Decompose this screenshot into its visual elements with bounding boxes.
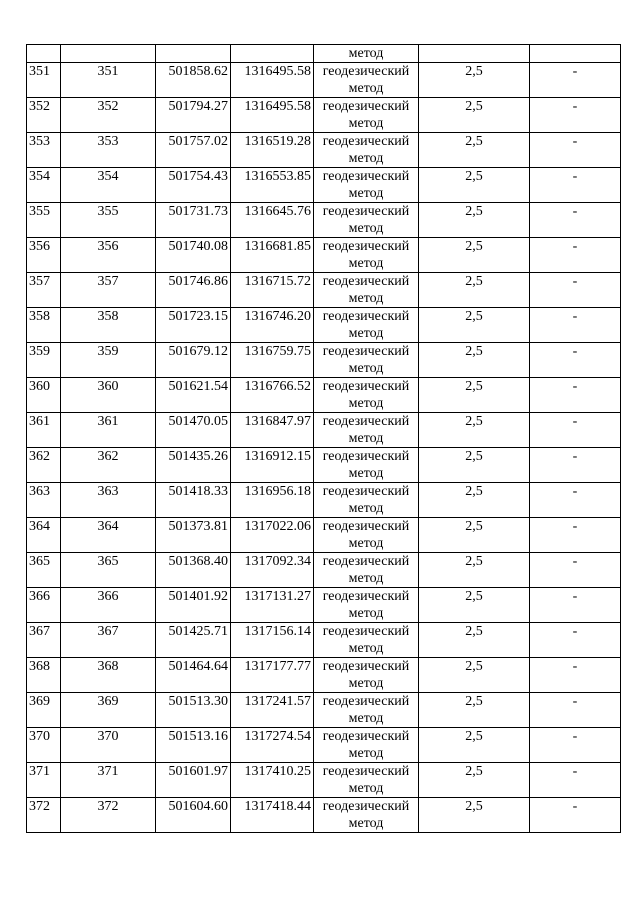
cell-point-name: 355 bbox=[61, 203, 156, 238]
cell-method bbox=[314, 273, 419, 308]
cell-x-coordinate: 501601.97 bbox=[156, 763, 231, 798]
cell-method bbox=[314, 203, 419, 238]
method-line-1: геодезический bbox=[322, 99, 410, 114]
cell-y-coordinate: 1317156.14 bbox=[231, 623, 314, 658]
table-row bbox=[27, 168, 621, 203]
cell-precision: 2,5 bbox=[419, 343, 530, 378]
cell-method bbox=[314, 483, 419, 518]
cell-formula: - bbox=[530, 378, 621, 413]
cell-y-coordinate: 1316681.85 bbox=[231, 238, 314, 273]
cell-formula: - bbox=[530, 343, 621, 378]
cell-precision: 2,5 bbox=[419, 763, 530, 798]
cell-method bbox=[314, 63, 419, 98]
cell-precision: 2,5 bbox=[419, 798, 530, 833]
cell-precision: 2,5 bbox=[419, 378, 530, 413]
cell-method bbox=[314, 588, 419, 623]
cell-method bbox=[314, 308, 419, 343]
method-line-1: геодезический bbox=[322, 239, 410, 254]
cell-method bbox=[314, 658, 419, 693]
cell-number: 356 bbox=[27, 238, 61, 273]
cell-formula: - bbox=[530, 98, 621, 133]
cell-point-name: 366 bbox=[61, 588, 156, 623]
cell-formula: - bbox=[530, 448, 621, 483]
table-row bbox=[27, 658, 621, 693]
cell-method bbox=[314, 168, 419, 203]
method-line-2: метод bbox=[348, 291, 384, 306]
table-body bbox=[27, 45, 621, 833]
cell-point-name: 369 bbox=[61, 693, 156, 728]
cell-y-coordinate: 1317177.77 bbox=[231, 658, 314, 693]
method-line-2: метод bbox=[348, 466, 384, 481]
cell-number: 353 bbox=[27, 133, 61, 168]
cell-number: 371 bbox=[27, 763, 61, 798]
cell-x-coordinate: 501754.43 bbox=[156, 168, 231, 203]
cell-formula: - bbox=[530, 63, 621, 98]
cell-method bbox=[314, 238, 419, 273]
cell-number: 368 bbox=[27, 658, 61, 693]
cell-formula: - bbox=[530, 413, 621, 448]
method-line-1: геодезический bbox=[322, 414, 410, 429]
cell-point-name bbox=[61, 45, 156, 63]
table-row bbox=[27, 448, 621, 483]
method-line-2: метод bbox=[348, 711, 384, 726]
cell-point-name: 372 bbox=[61, 798, 156, 833]
cell-y-coordinate: 1316956.18 bbox=[231, 483, 314, 518]
cell-x-coordinate: 501621.54 bbox=[156, 378, 231, 413]
cell-x-coordinate: 501604.60 bbox=[156, 798, 231, 833]
cell-method bbox=[314, 133, 419, 168]
cell-y-coordinate: 1316715.72 bbox=[231, 273, 314, 308]
cell-method bbox=[314, 518, 419, 553]
cell-x-coordinate: 501464.64 bbox=[156, 658, 231, 693]
cell-formula: - bbox=[530, 798, 621, 833]
cell-number: 369 bbox=[27, 693, 61, 728]
cell-point-name: 351 bbox=[61, 63, 156, 98]
table-row bbox=[27, 413, 621, 448]
cell-method bbox=[314, 553, 419, 588]
cell-method bbox=[314, 378, 419, 413]
cell-y-coordinate: 1316495.58 bbox=[231, 98, 314, 133]
cell-point-name: 356 bbox=[61, 238, 156, 273]
table-row bbox=[27, 343, 621, 378]
method-line-1: геодезический bbox=[322, 204, 410, 219]
cell-method bbox=[314, 413, 419, 448]
cell-method bbox=[314, 798, 419, 833]
cell-formula: - bbox=[530, 203, 621, 238]
method-line-1: геодезический bbox=[322, 519, 410, 534]
cell-point-name: 363 bbox=[61, 483, 156, 518]
cell-point-name: 361 bbox=[61, 413, 156, 448]
method-line-2: метод bbox=[348, 431, 384, 446]
cell-number: 365 bbox=[27, 553, 61, 588]
table-row bbox=[27, 273, 621, 308]
cell-precision: 2,5 bbox=[419, 63, 530, 98]
cell-number: 372 bbox=[27, 798, 61, 833]
cell-method bbox=[314, 763, 419, 798]
method-line-1: геодезический bbox=[322, 659, 410, 674]
method-line-2: метод bbox=[348, 186, 384, 201]
table-row bbox=[27, 763, 621, 798]
cell-number: 357 bbox=[27, 273, 61, 308]
method-line-2: метод bbox=[348, 816, 384, 831]
cell-number: 364 bbox=[27, 518, 61, 553]
table-row bbox=[27, 588, 621, 623]
cell-formula: - bbox=[530, 133, 621, 168]
method-line-2: метод bbox=[348, 571, 384, 586]
cell-x-coordinate: 501418.33 bbox=[156, 483, 231, 518]
cell-formula: - bbox=[530, 693, 621, 728]
cell-x-coordinate: 501679.12 bbox=[156, 343, 231, 378]
continuation-row bbox=[27, 45, 621, 63]
cell-y-coordinate: 1316759.75 bbox=[231, 343, 314, 378]
coordinates-table bbox=[26, 44, 621, 833]
cell-method bbox=[314, 343, 419, 378]
cell-number bbox=[27, 45, 61, 63]
cell-precision: 2,5 bbox=[419, 413, 530, 448]
table-row bbox=[27, 63, 621, 98]
method-line-2: метод bbox=[348, 781, 384, 796]
method-line-1: геодезический bbox=[322, 309, 410, 324]
cell-x-coordinate: 501757.02 bbox=[156, 133, 231, 168]
table-row bbox=[27, 238, 621, 273]
cell-x-coordinate: 501723.15 bbox=[156, 308, 231, 343]
cell-number: 359 bbox=[27, 343, 61, 378]
cell-precision: 2,5 bbox=[419, 448, 530, 483]
cell-number: 370 bbox=[27, 728, 61, 763]
cell-point-name: 365 bbox=[61, 553, 156, 588]
cell-x-coordinate: 501368.40 bbox=[156, 553, 231, 588]
cell-precision: 2,5 bbox=[419, 308, 530, 343]
cell-number: 351 bbox=[27, 63, 61, 98]
table-row bbox=[27, 98, 621, 133]
cell-method: метод bbox=[314, 45, 419, 63]
cell-method bbox=[314, 98, 419, 133]
cell-x-coordinate: 501401.92 bbox=[156, 588, 231, 623]
cell-precision: 2,5 bbox=[419, 98, 530, 133]
cell-formula: - bbox=[530, 483, 621, 518]
cell-formula: - bbox=[530, 308, 621, 343]
cell-precision: 2,5 bbox=[419, 483, 530, 518]
table-row bbox=[27, 133, 621, 168]
cell-y-coordinate: 1316746.20 bbox=[231, 308, 314, 343]
cell-method bbox=[314, 448, 419, 483]
table-row bbox=[27, 203, 621, 238]
table-row bbox=[27, 378, 621, 413]
cell-formula: - bbox=[530, 623, 621, 658]
cell-method bbox=[314, 693, 419, 728]
cell-precision: 2,5 bbox=[419, 623, 530, 658]
cell-point-name: 367 bbox=[61, 623, 156, 658]
cell-point-name: 357 bbox=[61, 273, 156, 308]
cell-point-name: 354 bbox=[61, 168, 156, 203]
method-line-1: геодезический bbox=[322, 729, 410, 744]
cell-x-coordinate: 501373.81 bbox=[156, 518, 231, 553]
method-line-1: геодезический bbox=[322, 589, 410, 604]
cell-x-coordinate: 501740.08 bbox=[156, 238, 231, 273]
cell-precision: 2,5 bbox=[419, 693, 530, 728]
method-line-1: геодезический bbox=[322, 694, 410, 709]
method-line-2: метод bbox=[348, 116, 384, 131]
method-line-1: геодезический bbox=[322, 344, 410, 359]
method-line-2: метод bbox=[348, 501, 384, 516]
cell-y-coordinate: 1317022.06 bbox=[231, 518, 314, 553]
cell-point-name: 360 bbox=[61, 378, 156, 413]
table-row bbox=[27, 798, 621, 833]
cell-point-name: 368 bbox=[61, 658, 156, 693]
method-line-2: метод bbox=[348, 606, 384, 621]
cell-x-coordinate: 501794.27 bbox=[156, 98, 231, 133]
method-line-2: метод bbox=[348, 81, 384, 96]
cell-precision: 2,5 bbox=[419, 588, 530, 623]
method-line-1: геодезический bbox=[322, 169, 410, 184]
cell-x-coordinate: 501746.86 bbox=[156, 273, 231, 308]
method-line-2: метод bbox=[348, 676, 384, 691]
cell-x-coordinate: 501858.62 bbox=[156, 63, 231, 98]
method-line-2: метод bbox=[348, 361, 384, 376]
cell-x-coordinate: 501470.05 bbox=[156, 413, 231, 448]
cell-number: 366 bbox=[27, 588, 61, 623]
cell-point-name: 364 bbox=[61, 518, 156, 553]
table-row bbox=[27, 308, 621, 343]
cell-number: 361 bbox=[27, 413, 61, 448]
table-row bbox=[27, 623, 621, 658]
cell-y-coordinate: 1316495.58 bbox=[231, 63, 314, 98]
cell-number: 367 bbox=[27, 623, 61, 658]
cell-precision: 2,5 bbox=[419, 273, 530, 308]
cell-precision: 2,5 bbox=[419, 133, 530, 168]
cell-number: 362 bbox=[27, 448, 61, 483]
method-line-1: геодезический bbox=[322, 624, 410, 639]
cell-precision: 2,5 bbox=[419, 203, 530, 238]
cell-number: 360 bbox=[27, 378, 61, 413]
method-line-1: геодезический bbox=[322, 134, 410, 149]
cell-precision: 2,5 bbox=[419, 168, 530, 203]
cell-formula: - bbox=[530, 553, 621, 588]
cell-formula: - bbox=[530, 728, 621, 763]
cell-precision: 2,5 bbox=[419, 518, 530, 553]
table-row bbox=[27, 693, 621, 728]
cell-y-coordinate: 1317241.57 bbox=[231, 693, 314, 728]
method-line-1: геодезический bbox=[322, 764, 410, 779]
method-line-1: геодезический bbox=[322, 449, 410, 464]
method-line-1: геодезический bbox=[322, 554, 410, 569]
cell-y-coordinate: 1317410.25 bbox=[231, 763, 314, 798]
cell-point-name: 370 bbox=[61, 728, 156, 763]
cell-number: 354 bbox=[27, 168, 61, 203]
cell-point-name: 352 bbox=[61, 98, 156, 133]
cell-x-coordinate: 501435.26 bbox=[156, 448, 231, 483]
cell-formula: - bbox=[530, 658, 621, 693]
method-line-2: метод bbox=[348, 746, 384, 761]
cell-number: 355 bbox=[27, 203, 61, 238]
method-line-2: метод bbox=[348, 536, 384, 551]
cell-x-coordinate bbox=[156, 45, 231, 63]
cell-precision: 2,5 bbox=[419, 658, 530, 693]
cell-formula: - bbox=[530, 273, 621, 308]
cell-point-name: 362 bbox=[61, 448, 156, 483]
method-line-2: метод bbox=[348, 326, 384, 341]
cell-y-coordinate bbox=[231, 45, 314, 63]
cell-y-coordinate: 1317092.34 bbox=[231, 553, 314, 588]
table-row bbox=[27, 518, 621, 553]
method-line-2: метод bbox=[348, 256, 384, 271]
cell-x-coordinate: 501513.30 bbox=[156, 693, 231, 728]
table-row bbox=[27, 483, 621, 518]
cell-x-coordinate: 501425.71 bbox=[156, 623, 231, 658]
cell-formula: - bbox=[530, 168, 621, 203]
method-line-1: геодезический bbox=[322, 64, 410, 79]
table-row bbox=[27, 553, 621, 588]
cell-y-coordinate: 1316847.97 bbox=[231, 413, 314, 448]
method-line-2: метод bbox=[348, 396, 384, 411]
cell-x-coordinate: 501513.16 bbox=[156, 728, 231, 763]
method-line-2: метод bbox=[348, 151, 384, 166]
method-line-1: геодезический bbox=[322, 484, 410, 499]
cell-precision: 2,5 bbox=[419, 238, 530, 273]
method-line-1: геодезический bbox=[322, 799, 410, 814]
cell-precision bbox=[419, 45, 530, 63]
cell-point-name: 353 bbox=[61, 133, 156, 168]
cell-y-coordinate: 1316645.76 bbox=[231, 203, 314, 238]
cell-y-coordinate: 1316766.52 bbox=[231, 378, 314, 413]
method-line-1: геодезический bbox=[322, 379, 410, 394]
cell-number: 352 bbox=[27, 98, 61, 133]
method-line-2: метод bbox=[348, 221, 384, 236]
method-line-2: метод bbox=[348, 641, 384, 656]
cell-y-coordinate: 1317418.44 bbox=[231, 798, 314, 833]
cell-formula: - bbox=[530, 588, 621, 623]
cell-y-coordinate: 1316553.85 bbox=[231, 168, 314, 203]
cell-precision: 2,5 bbox=[419, 728, 530, 763]
cell-y-coordinate: 1316912.15 bbox=[231, 448, 314, 483]
cell-number: 363 bbox=[27, 483, 61, 518]
cell-point-name: 358 bbox=[61, 308, 156, 343]
cell-formula: - bbox=[530, 763, 621, 798]
cell-formula: - bbox=[530, 238, 621, 273]
cell-number: 358 bbox=[27, 308, 61, 343]
cell-formula: - bbox=[530, 518, 621, 553]
cell-method bbox=[314, 623, 419, 658]
cell-precision: 2,5 bbox=[419, 553, 530, 588]
cell-point-name: 371 bbox=[61, 763, 156, 798]
cell-method bbox=[314, 728, 419, 763]
cell-point-name: 359 bbox=[61, 343, 156, 378]
cell-formula bbox=[530, 45, 621, 63]
cell-y-coordinate: 1316519.28 bbox=[231, 133, 314, 168]
cell-x-coordinate: 501731.73 bbox=[156, 203, 231, 238]
cell-y-coordinate: 1317131.27 bbox=[231, 588, 314, 623]
table-row bbox=[27, 728, 621, 763]
cell-y-coordinate: 1317274.54 bbox=[231, 728, 314, 763]
method-line-1: геодезический bbox=[322, 274, 410, 289]
